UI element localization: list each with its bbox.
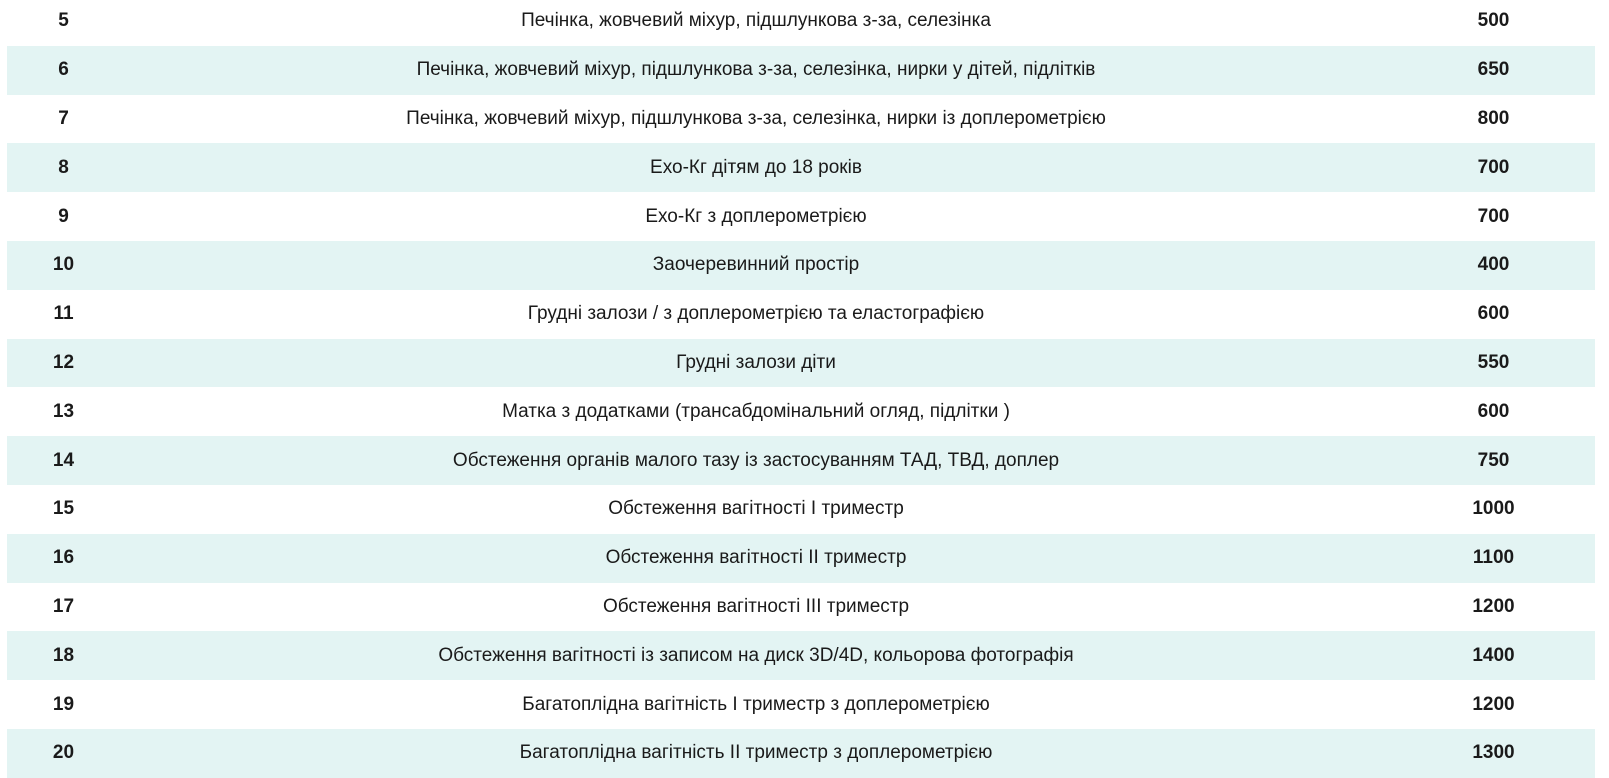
service-price: 400 — [1477, 254, 1510, 276]
row-number: 11 — [53, 303, 74, 325]
table-row — [7, 387, 1595, 436]
service-price: 700 — [1477, 205, 1510, 227]
service-name: Обстеження вагітності І триместр — [608, 498, 904, 520]
table-row — [7, 534, 1595, 583]
service-name: Грудні залози / з доплерометрією та еластографією — [527, 303, 985, 325]
table-row — [7, 290, 1595, 339]
table-row — [7, 46, 1595, 95]
service-name: Печінка, жовчевий міхур, підшлункова з-за, селезінка — [521, 10, 991, 32]
row-number: 19 — [52, 693, 75, 715]
row-number: 12 — [52, 351, 75, 373]
row-number: 18 — [52, 644, 75, 666]
service-name: Обстеження вагітності ІІ триместр — [605, 547, 907, 569]
table-row — [7, 192, 1595, 241]
service-name: Багатоплідна вагітність ІІ триместр з доплерометрією — [519, 742, 993, 764]
row-number: 5 — [58, 10, 69, 32]
service-name: Багатоплідна вагітність І триместр з доплерометрією — [522, 693, 990, 715]
row-number: 17 — [52, 595, 75, 617]
service-price: 600 — [1477, 400, 1510, 422]
service-price: 1400 — [1472, 644, 1515, 666]
service-name: Ехо-Кг дітям до 18 років — [650, 156, 862, 178]
row-number: 20 — [52, 742, 75, 764]
service-price: 750 — [1477, 449, 1510, 471]
table-row — [7, 143, 1595, 192]
service-price: 500 — [1477, 10, 1510, 32]
table-row — [7, 631, 1595, 680]
service-name: Печінка, жовчевий міхур, підшлункова з-за, селезінка, нирки із доплерометрією — [406, 107, 1106, 129]
service-name: Обстеження вагітності ІІІ триместр — [602, 595, 910, 617]
service-price: 650 — [1477, 59, 1510, 81]
service-price: 550 — [1477, 351, 1510, 373]
service-price: 1000 — [1472, 498, 1515, 520]
row-number: 6 — [58, 59, 69, 81]
service-price: 1300 — [1472, 742, 1515, 764]
table-row — [7, 680, 1595, 729]
table-row — [7, 95, 1595, 144]
table-row — [7, 0, 1595, 46]
service-price: 600 — [1477, 303, 1510, 325]
row-number: 15 — [52, 498, 75, 520]
row-number: 7 — [58, 107, 69, 129]
table-row — [7, 729, 1595, 778]
row-number: 10 — [52, 254, 75, 276]
service-price: 1100 — [1472, 547, 1515, 569]
service-price: 800 — [1477, 107, 1510, 129]
row-number: 14 — [52, 449, 75, 471]
table-row — [7, 339, 1595, 388]
service-name: Ехо-Кг з доплерометрією — [645, 205, 867, 227]
service-name: Обстеження органів малого тазу із застосуванням ТАД, ТВД, доплер — [452, 449, 1060, 471]
service-price: 700 — [1477, 156, 1510, 178]
service-name: Матка з додатками (трансабдомінальний огляд, підлітки ) — [502, 400, 1010, 422]
table-row — [7, 436, 1595, 485]
price-table — [7, 0, 1595, 778]
row-number: 13 — [52, 400, 75, 422]
service-name: Обстеження вагітності із записом на диск 3D/4D, кольорова фотографія — [438, 644, 1074, 666]
service-name: Печінка, жовчевий міхур, підшлункова з-за, селезінка, нирки у дітей, підлітків — [416, 59, 1096, 81]
service-price: 1200 — [1472, 595, 1515, 617]
table-row — [7, 485, 1595, 534]
service-name: Грудні залози діти — [676, 351, 836, 373]
row-number: 16 — [52, 547, 75, 569]
service-price: 1200 — [1472, 693, 1515, 715]
service-name: Заочеревинний простір — [652, 254, 860, 276]
row-number: 8 — [58, 156, 69, 178]
row-number: 9 — [58, 205, 69, 227]
table-row — [7, 241, 1595, 290]
table-row — [7, 583, 1595, 632]
